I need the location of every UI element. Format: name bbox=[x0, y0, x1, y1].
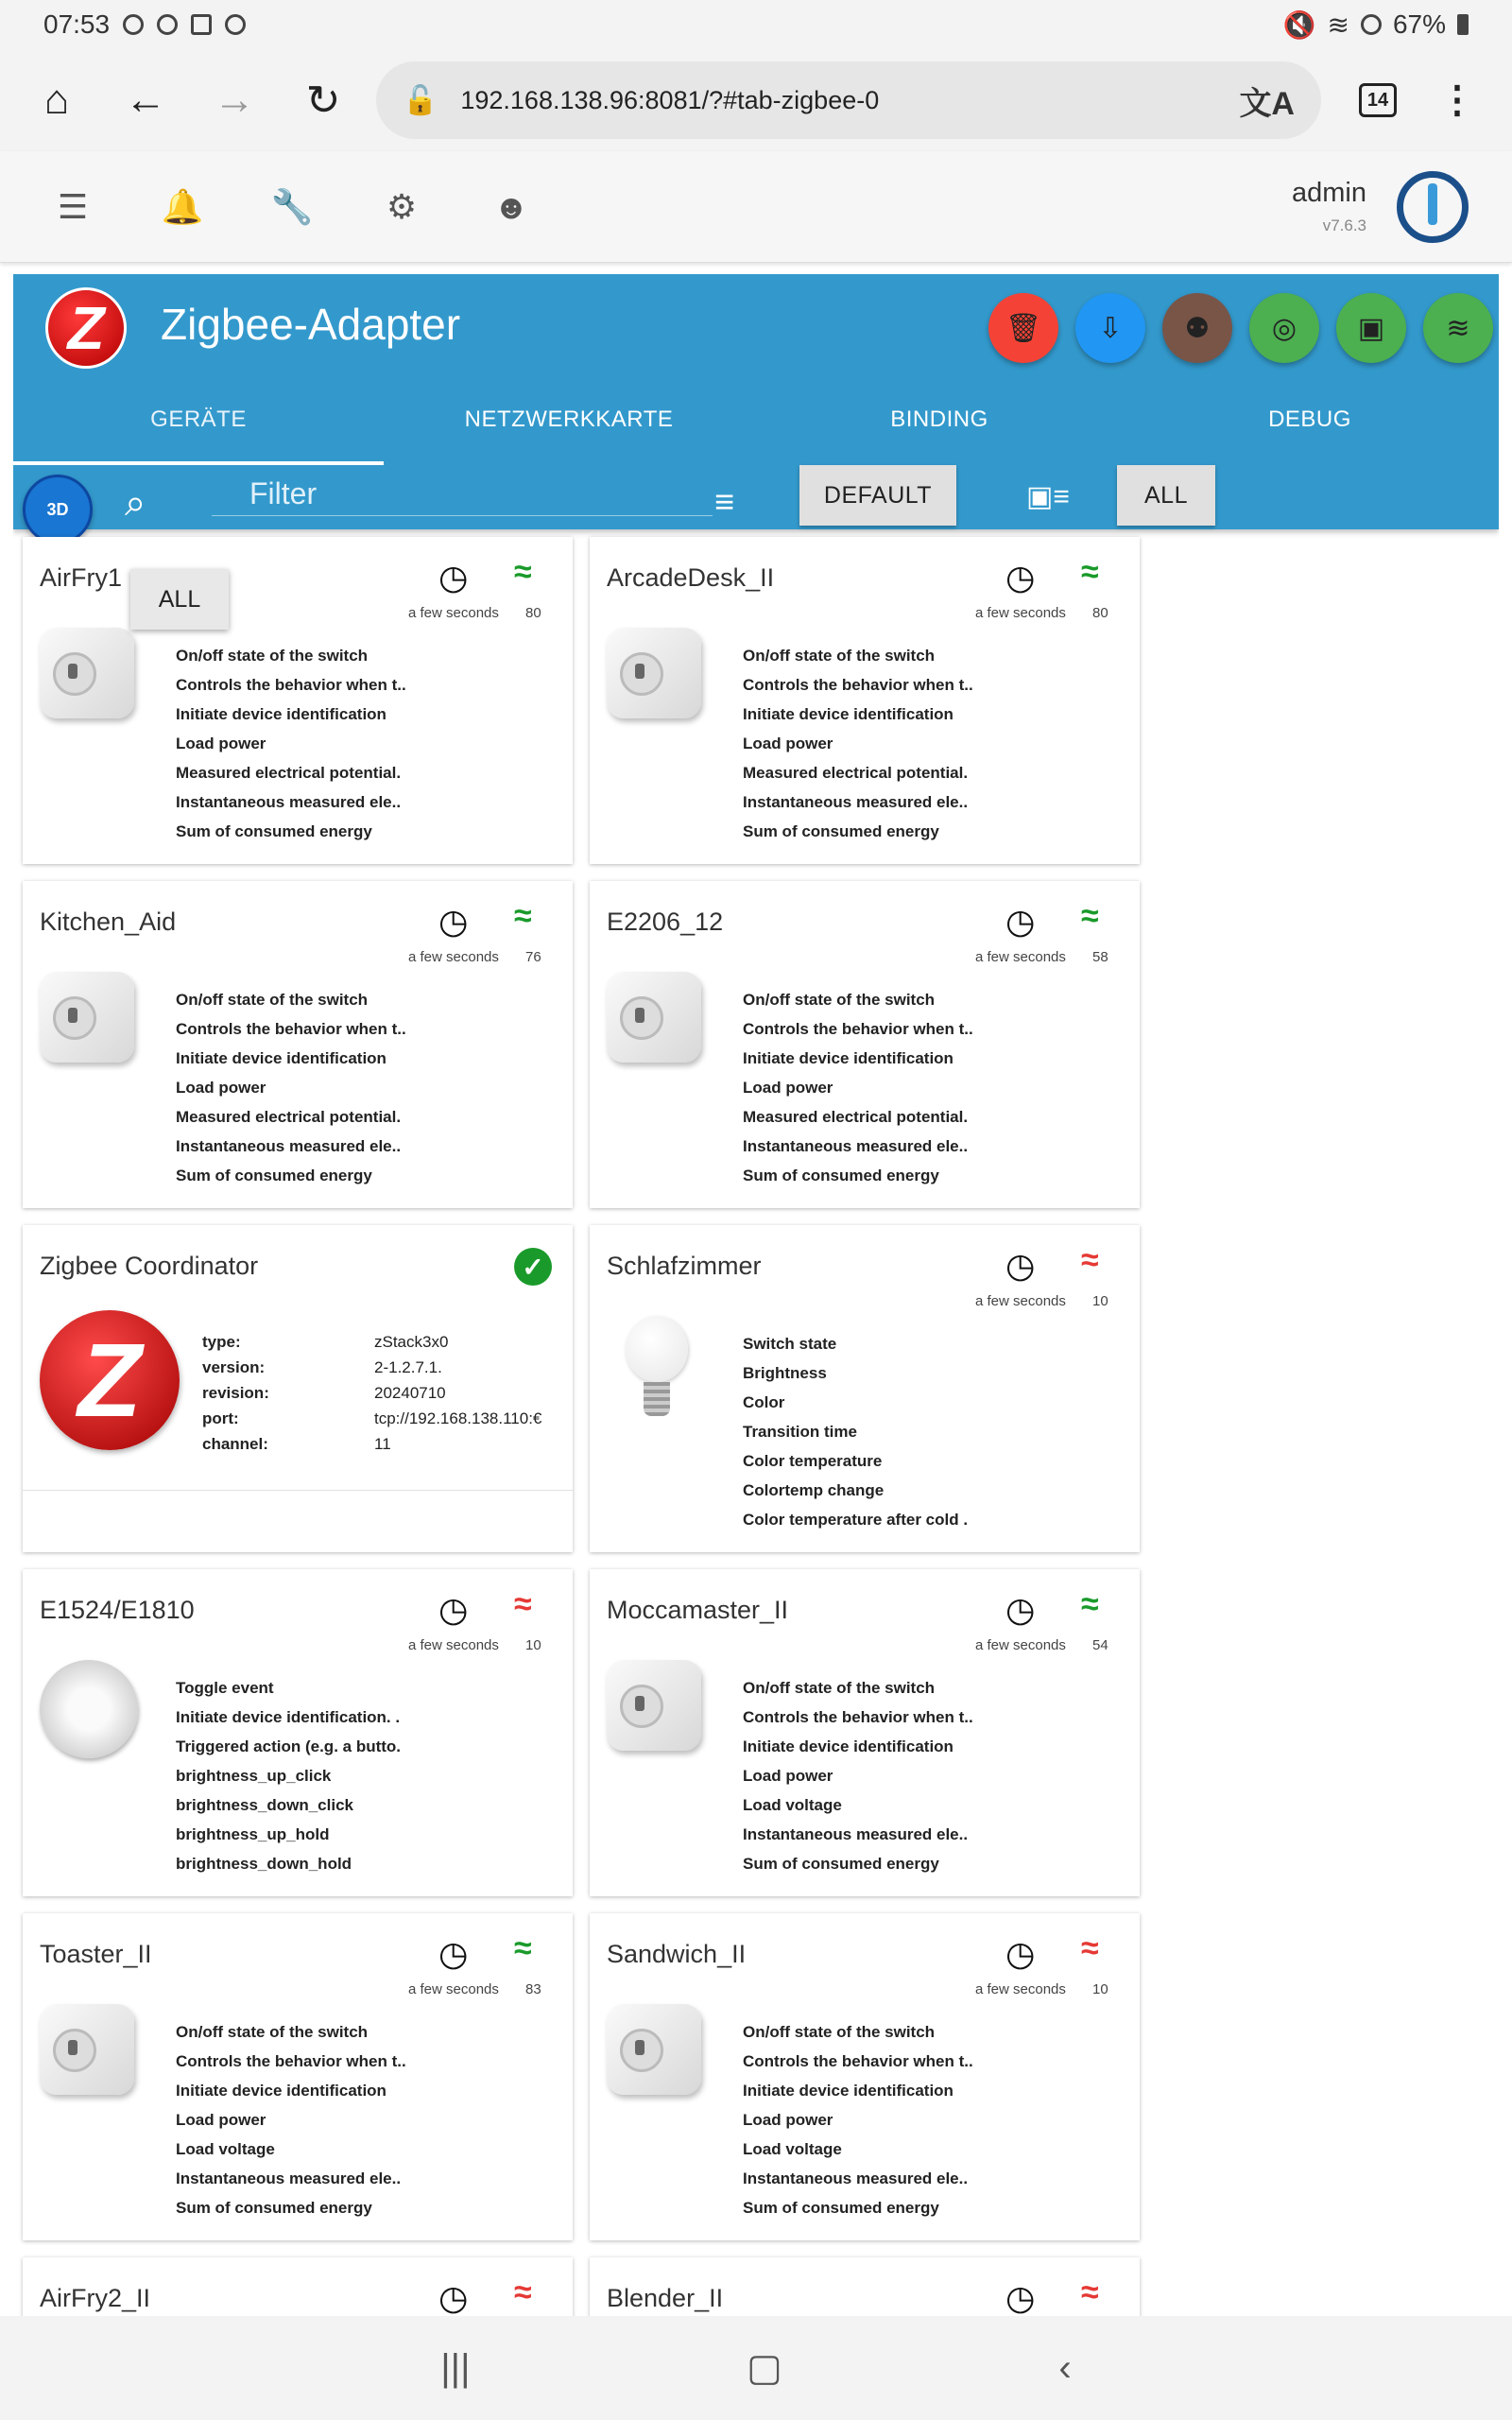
battery-icon bbox=[1457, 14, 1469, 35]
device-states bbox=[743, 1329, 968, 1534]
user-name[interactable]: admin bbox=[1292, 178, 1366, 208]
iobroker-logo[interactable] bbox=[1397, 171, 1469, 243]
gallery-icon bbox=[191, 14, 212, 35]
link-quality: 83 bbox=[525, 1981, 541, 1997]
state-item: Instantaneous measured ele.. bbox=[743, 793, 969, 811]
info-value: 20240710 bbox=[374, 1384, 446, 1402]
link-quality: 10 bbox=[1092, 1981, 1108, 1997]
info-row bbox=[202, 1431, 541, 1457]
state-item: Sum of consumed energy bbox=[743, 1855, 939, 1873]
device-image bbox=[607, 628, 711, 732]
card-view-icon[interactable]: ▣≡ bbox=[1026, 481, 1070, 512]
state-item: Measured electrical potential. bbox=[176, 764, 402, 782]
bulb-glass bbox=[626, 1316, 688, 1382]
state-item: Instantaneous measured ele.. bbox=[176, 793, 402, 811]
signal-icon[interactable]: ≈ bbox=[1081, 1586, 1099, 1622]
android-nav-bar bbox=[0, 2316, 1512, 2420]
state-item: Colortemp change bbox=[743, 1481, 885, 1499]
battery-level: 67% bbox=[1392, 9, 1446, 39]
last-seen: a few seconds bbox=[975, 605, 1066, 621]
state-item: Instantaneous measured ele.. bbox=[176, 2169, 402, 2187]
signal-icon[interactable]: ≈ bbox=[1081, 554, 1099, 590]
delete-devices-button[interactable]: 🗑 bbox=[988, 293, 1058, 363]
device-states bbox=[743, 2017, 973, 2222]
clock-icon[interactable]: ◷ bbox=[438, 1934, 469, 1973]
card-title[interactable]: E2206_12 bbox=[607, 908, 724, 936]
device-card[interactable] bbox=[590, 1913, 1140, 2240]
state-item: Initiate device identification bbox=[743, 1049, 954, 1067]
card-divider bbox=[23, 1490, 573, 1491]
device-card[interactable] bbox=[590, 537, 1140, 864]
state-item: Sum of consumed energy bbox=[176, 1167, 372, 1184]
device-image bbox=[40, 2004, 144, 2108]
clock-icon[interactable]: ◷ bbox=[1005, 902, 1036, 941]
clock-icon[interactable]: ◷ bbox=[438, 2278, 469, 2316]
info-row bbox=[202, 1355, 541, 1380]
info-row bbox=[202, 1380, 541, 1406]
state-item: Controls the behavior when t.. bbox=[743, 1020, 973, 1038]
device-card[interactable] bbox=[590, 1569, 1140, 1896]
device-states bbox=[176, 985, 406, 1190]
state-item: On/off state of the switch bbox=[743, 647, 936, 665]
state-item: Instantaneous measured ele.. bbox=[743, 2169, 969, 2187]
insecure-lock-icon[interactable]: 🔓 bbox=[403, 84, 438, 116]
state-item: Triggered action (e.g. a butto. bbox=[176, 1737, 402, 1755]
card-title[interactable]: Moccamaster_II bbox=[607, 1596, 789, 1624]
card-title: Zigbee Coordinator bbox=[40, 1252, 259, 1280]
signal-icon[interactable]: ≈ bbox=[1081, 2274, 1099, 2310]
info-value: 2-1.2.7.1. bbox=[374, 1358, 442, 1376]
info-key: port: bbox=[202, 1409, 239, 1427]
chip-button[interactable]: ▣ bbox=[1336, 293, 1406, 363]
smart-plug-image bbox=[40, 628, 134, 718]
device-states bbox=[743, 1673, 973, 1878]
app-notification-icon-2 bbox=[225, 14, 246, 35]
state-item: On/off state of the switch bbox=[176, 2023, 369, 2041]
state-item: Sum of consumed energy bbox=[176, 822, 372, 840]
permit-join-button[interactable]: ◎ bbox=[1249, 293, 1319, 363]
state-item: brightness_down_hold bbox=[176, 1855, 352, 1873]
card-title[interactable]: Toaster_II bbox=[40, 1940, 152, 1968]
last-seen: a few seconds bbox=[975, 1293, 1066, 1309]
state-item: Initiate device identification. . bbox=[176, 1708, 401, 1726]
state-item: Load voltage bbox=[176, 2140, 275, 2158]
touchlink-button[interactable]: ⚉ bbox=[1162, 293, 1232, 363]
all-button[interactable]: ALL bbox=[1117, 465, 1215, 526]
last-seen: a few seconds bbox=[975, 1637, 1066, 1653]
state-item: On/off state of the switch bbox=[743, 991, 936, 1009]
link-quality: 58 bbox=[1092, 949, 1108, 965]
signal-icon[interactable]: ≈ bbox=[1081, 1930, 1099, 1966]
state-item: Measured electrical potential. bbox=[743, 764, 969, 782]
state-item: On/off state of the switch bbox=[176, 647, 369, 665]
info-key: channel: bbox=[202, 1435, 268, 1453]
device-states bbox=[176, 2017, 406, 2222]
clock-icon[interactable]: ◷ bbox=[1005, 1590, 1036, 1629]
signal-icon[interactable]: ≈ bbox=[514, 898, 532, 934]
state-item: Measured electrical potential. bbox=[743, 1108, 969, 1126]
state-item: Controls the behavior when t.. bbox=[743, 2052, 973, 2070]
link-quality: 80 bbox=[1092, 605, 1108, 621]
device-image bbox=[40, 1660, 144, 1764]
mute-icon: 🔇 bbox=[1282, 9, 1316, 40]
state-item: Switch state bbox=[743, 1335, 837, 1353]
card-title[interactable]: AirFry2_II bbox=[40, 2284, 151, 2312]
gear-icon[interactable]: ⚙ bbox=[386, 186, 418, 226]
state-item: Controls the behavior when t.. bbox=[176, 2052, 406, 2070]
reload-icon[interactable]: ↻ bbox=[305, 77, 341, 124]
translate-icon[interactable]: 文A bbox=[1239, 85, 1295, 122]
recent-apps-icon[interactable]: ||| bbox=[440, 2346, 471, 2389]
state-item: Initiate device identification bbox=[743, 2082, 954, 2100]
state-item: Controls the behavior when t.. bbox=[176, 1020, 406, 1038]
signal-icon[interactable]: ≈ bbox=[514, 2274, 532, 2310]
device-states bbox=[743, 641, 973, 846]
clock-icon[interactable]: ◷ bbox=[1005, 558, 1036, 596]
clock-icon[interactable]: ◷ bbox=[438, 558, 469, 596]
tab-debug[interactable]: DEBUG bbox=[1268, 406, 1351, 432]
device-states bbox=[176, 1673, 401, 1878]
clock-icon[interactable]: ◷ bbox=[438, 1590, 469, 1629]
card-title[interactable]: ArcadeDesk_II bbox=[607, 563, 775, 592]
state-item: On/off state of the switch bbox=[743, 2023, 936, 2041]
device-image bbox=[607, 972, 711, 1076]
state-item: Instantaneous measured ele.. bbox=[743, 1137, 969, 1155]
info-row bbox=[202, 1329, 541, 1355]
scan-network-button[interactable]: ≋ bbox=[1423, 293, 1493, 363]
state-item: Brightness bbox=[743, 1364, 827, 1382]
signal-icon[interactable]: ≈ bbox=[514, 1930, 532, 1966]
card-title[interactable]: E1524/E1810 bbox=[40, 1596, 195, 1624]
last-seen: a few seconds bbox=[975, 1981, 1066, 1997]
device-image bbox=[40, 972, 144, 1076]
device-card[interactable] bbox=[23, 881, 573, 1208]
state-item: On/off state of the switch bbox=[176, 991, 369, 1009]
signal-icon[interactable]: ≈ bbox=[1081, 898, 1099, 934]
bulb-image bbox=[626, 1316, 692, 1420]
back-nav-icon[interactable]: ‹ bbox=[1058, 2346, 1072, 2389]
last-seen: a few seconds bbox=[408, 605, 499, 621]
state-item: Initiate device identification bbox=[176, 1049, 387, 1067]
device-image bbox=[607, 2004, 711, 2108]
state-item: brightness_down_click bbox=[176, 1796, 353, 1814]
state-item: Load power bbox=[743, 1767, 833, 1785]
default-button[interactable]: DEFAULT bbox=[799, 465, 956, 526]
dnd-icon bbox=[1361, 14, 1382, 35]
signal-icon[interactable]: ≈ bbox=[514, 554, 532, 590]
notification-icon bbox=[123, 14, 144, 35]
version-label: v7.6.3 bbox=[1322, 216, 1366, 234]
state-item: Controls the behavior when t.. bbox=[743, 1708, 973, 1726]
device-image bbox=[607, 1660, 711, 1764]
sort-icon[interactable]: ≡ bbox=[714, 482, 735, 521]
smart-plug-image bbox=[607, 2004, 701, 2095]
clock-icon[interactable]: ◷ bbox=[438, 902, 469, 941]
clock-icon[interactable]: ◷ bbox=[1005, 1934, 1036, 1973]
link-quality: 76 bbox=[525, 949, 541, 965]
clock-icon[interactable]: ◷ bbox=[1005, 2278, 1036, 2316]
card-title[interactable]: Schlafzimmer bbox=[607, 1252, 762, 1280]
url-text[interactable]: 192.168.138.96:8081/?#tab-zigbee-0 bbox=[460, 85, 880, 114]
state-item: Sum of consumed energy bbox=[743, 822, 939, 840]
state-item: Load power bbox=[176, 2111, 266, 2129]
state-item: Load voltage bbox=[743, 2140, 842, 2158]
info-key: type: bbox=[202, 1333, 241, 1351]
state-item: Load power bbox=[176, 735, 266, 752]
bell-icon[interactable]: 🔔 bbox=[161, 186, 204, 226]
tab-binding[interactable]: BINDING bbox=[890, 406, 988, 432]
pairing-device-button[interactable]: ⇩ bbox=[1075, 293, 1145, 363]
zigbee-panel bbox=[13, 274, 1499, 2316]
app-bar bbox=[13, 274, 1499, 529]
device-card[interactable] bbox=[590, 2257, 1140, 2316]
device-states bbox=[176, 641, 406, 846]
link-quality: 10 bbox=[1092, 1293, 1108, 1309]
device-card[interactable] bbox=[590, 1225, 1140, 1552]
device-image bbox=[607, 1316, 711, 1420]
link-quality: 10 bbox=[525, 1637, 541, 1653]
last-seen: a few seconds bbox=[975, 949, 1066, 965]
state-item: Load power bbox=[743, 1079, 833, 1097]
state-item: Toggle event bbox=[176, 1679, 274, 1697]
card-title[interactable]: Kitchen_Aid bbox=[40, 908, 177, 936]
device-card[interactable] bbox=[590, 881, 1140, 1208]
state-item: Load voltage bbox=[743, 1796, 842, 1814]
app-notification-icon bbox=[157, 14, 178, 35]
last-seen: a few seconds bbox=[408, 1981, 499, 1997]
back-icon[interactable]: ← bbox=[125, 77, 166, 123]
search-icon[interactable]: ⌕ bbox=[125, 482, 146, 524]
state-item: Sum of consumed energy bbox=[743, 1167, 939, 1184]
card-title[interactable]: AirFry1 bbox=[40, 563, 122, 592]
expert-mode-icon[interactable]: ☻ bbox=[493, 186, 529, 226]
smart-plug-image bbox=[40, 2004, 134, 2095]
card-title[interactable]: Sandwich_II bbox=[607, 1940, 747, 1968]
state-item: Initiate device identification bbox=[176, 705, 387, 723]
all-popup-button[interactable]: ALL bbox=[130, 569, 229, 630]
info-key: revision: bbox=[202, 1384, 269, 1402]
state-item: Load power bbox=[743, 2111, 833, 2129]
last-seen: a few seconds bbox=[408, 949, 499, 965]
user-info[interactable] bbox=[1292, 178, 1366, 235]
smart-plug-image bbox=[607, 628, 701, 718]
info-key: version: bbox=[202, 1358, 266, 1376]
browser-menu-icon[interactable]: ⋮ bbox=[1438, 79, 1476, 121]
state-item: Load power bbox=[176, 1079, 266, 1097]
filter-input[interactable] bbox=[212, 473, 713, 516]
state-item: Measured electrical potential. bbox=[176, 1108, 402, 1126]
tabs-button[interactable]: 14 bbox=[1359, 83, 1397, 117]
state-item: brightness_up_hold bbox=[176, 1825, 330, 1843]
card-title[interactable]: Blender_II bbox=[607, 2284, 724, 2312]
device-card[interactable] bbox=[23, 1913, 573, 2240]
status-time: 07:53 bbox=[43, 9, 111, 39]
state-item: Initiate device identification bbox=[743, 705, 954, 723]
info-value: 11 bbox=[374, 1435, 391, 1453]
zigbee-logo: Z bbox=[45, 287, 127, 369]
device-states bbox=[743, 985, 973, 1190]
home-icon[interactable]: ⌂ bbox=[43, 77, 70, 123]
state-item: Transition time bbox=[743, 1423, 857, 1441]
status-ok-icon: ✓ bbox=[514, 1248, 552, 1286]
device-image bbox=[40, 628, 144, 732]
state-item: Color temperature after cold . bbox=[743, 1511, 969, 1529]
app-title: Zigbee-Adapter bbox=[161, 300, 461, 349]
tab-netzwerkkarte[interactable]: NETZWERKKARTE bbox=[464, 406, 674, 432]
wifi-icon: ≋ bbox=[1327, 9, 1349, 40]
clock-icon[interactable]: ◷ bbox=[1005, 1246, 1036, 1285]
home-nav-icon[interactable]: ▢ bbox=[747, 2347, 782, 2389]
remote-image bbox=[40, 1660, 138, 1758]
state-item: Controls the behavior when t.. bbox=[176, 676, 406, 694]
info-row bbox=[202, 1406, 541, 1431]
state-item: Initiate device identification bbox=[176, 2082, 387, 2100]
signal-icon[interactable]: ≈ bbox=[1081, 1242, 1099, 1278]
3d-view-button[interactable]: 3D bbox=[23, 475, 93, 544]
state-item: Color bbox=[743, 1393, 785, 1411]
coordinator-card[interactable] bbox=[23, 1225, 573, 1552]
device-card[interactable] bbox=[23, 537, 573, 864]
hamburger-menu-icon[interactable]: ☰ bbox=[57, 186, 89, 226]
tab-geraete[interactable]: GERÄTE bbox=[150, 406, 247, 432]
iobroker-header bbox=[0, 151, 1512, 263]
forward-icon[interactable]: → bbox=[214, 77, 255, 123]
link-quality: 54 bbox=[1092, 1637, 1108, 1653]
url-bar[interactable] bbox=[376, 61, 1321, 139]
smart-plug-image bbox=[40, 972, 134, 1063]
state-item: Sum of consumed energy bbox=[743, 2199, 939, 2217]
state-item: Instantaneous measured ele.. bbox=[743, 1825, 969, 1843]
device-card[interactable] bbox=[23, 2257, 573, 2316]
signal-icon[interactable]: ≈ bbox=[514, 1586, 532, 1622]
link-quality: 80 bbox=[525, 605, 541, 621]
state-item: Controls the behavior when t.. bbox=[743, 676, 973, 694]
last-seen: a few seconds bbox=[408, 1637, 499, 1653]
state-item: Instantaneous measured ele.. bbox=[176, 1137, 402, 1155]
state-item: Initiate device identification bbox=[743, 1737, 954, 1755]
status-bar bbox=[0, 0, 1512, 49]
info-value: tcp://192.168.138.110:€ bbox=[374, 1409, 542, 1427]
smart-plug-image bbox=[607, 972, 701, 1063]
info-value: zStack3x0 bbox=[374, 1333, 449, 1351]
state-item: On/off state of the switch bbox=[743, 1679, 936, 1697]
state-item: brightness_up_click bbox=[176, 1767, 332, 1785]
state-item: Load power bbox=[743, 735, 833, 752]
coordinator-logo: Z bbox=[40, 1310, 180, 1450]
filter-toolbar bbox=[13, 463, 1499, 529]
coordinator-info bbox=[202, 1329, 541, 1457]
wrench-icon[interactable]: 🔧 bbox=[270, 186, 314, 226]
smart-plug-image bbox=[607, 1660, 701, 1751]
state-item: Sum of consumed energy bbox=[176, 2199, 372, 2217]
state-item: Color temperature bbox=[743, 1452, 883, 1470]
bulb-base bbox=[644, 1382, 670, 1416]
browser-toolbar bbox=[0, 49, 1512, 151]
device-card[interactable] bbox=[23, 1569, 573, 1896]
